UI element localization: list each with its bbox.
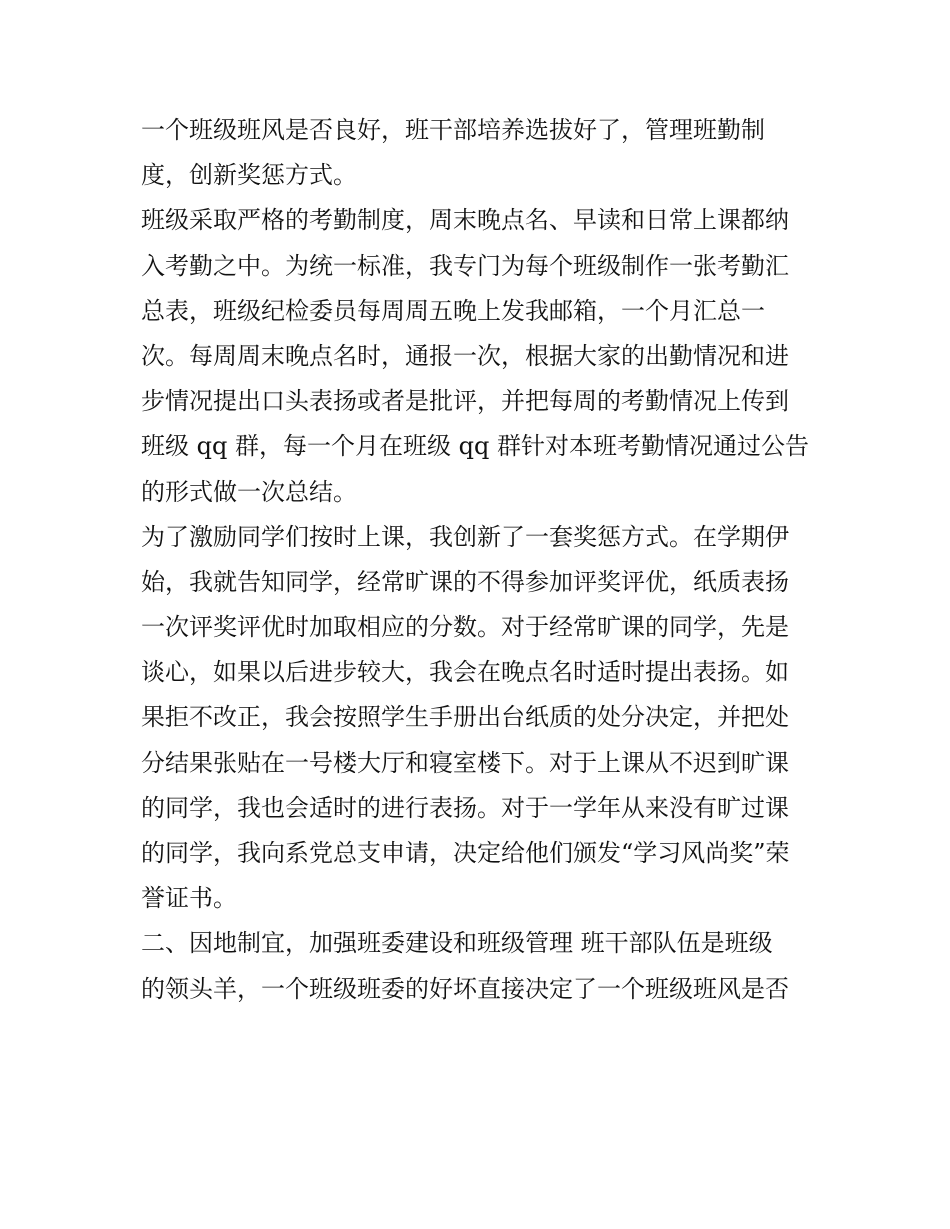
text-line: 誉证书。	[141, 884, 237, 913]
text-line: 为了激励同学们按时上课，我创新了一套奖惩方式。在学期伊	[141, 522, 789, 551]
text-line: 的同学，我向系党总支申请，决定给他们颁发“学习风尚奖”荣	[141, 839, 790, 867]
document-body	[141, 108, 821, 1012]
text-line: 度，创新奖惩方式。	[141, 161, 357, 190]
text-line: 次。每周周末晚点名时，通报一次，根据大家的出勤情况和进	[141, 341, 789, 370]
text-line: 总表，班级纪检委员每周周五晚上发我邮箱，一个月汇总一	[141, 296, 765, 325]
text-line: 的领头羊，一个班级班委的好坏直接决定了一个班级班风是否	[141, 974, 789, 1003]
text-line: 入考勤之中。为统一标准，我专门为每个班级制作一张考勤汇	[141, 251, 789, 280]
text-line: 一个班级班风是否良好，班干部培养选拔好了，管理班勤制	[141, 116, 765, 144]
text-line: 班级 qq 群，每一个月在班级 qq 群针对本班考勤情况通过公告	[141, 432, 809, 461]
text-line: 果拒不改正，我会按照学生手册出台纸质的处分决定，并把处	[141, 703, 789, 732]
text-line: 的形式做一次总结。	[141, 477, 357, 506]
text-line: 的同学，我也会适时的进行表扬。对于一学年从来没有旷过课	[141, 793, 789, 822]
text-line: 始，我就告知同学，经常旷课的不得参加评奖评优，纸质表扬	[141, 567, 789, 596]
text-line: 班级采取严格的考勤制度，周末晚点名、早读和日常上课都纳	[141, 206, 789, 235]
text-line: 一次评奖评优时加取相应的分数。对于经常旷课的同学，先是	[141, 613, 789, 642]
text-line: 分结果张贴在一号楼大厅和寝室楼下。对于上课从不迟到旷课	[141, 748, 789, 777]
text-line: 步情况提出口头表扬或者是批评，并把每周的考勤情况上传到	[141, 387, 789, 416]
text-line: 二、因地制宜，加强班委建设和班级管理 班干部队伍是班级	[141, 929, 773, 958]
text-line: 谈心，如果以后进步较大，我会在晚点名时适时提出表扬。如	[141, 658, 789, 687]
